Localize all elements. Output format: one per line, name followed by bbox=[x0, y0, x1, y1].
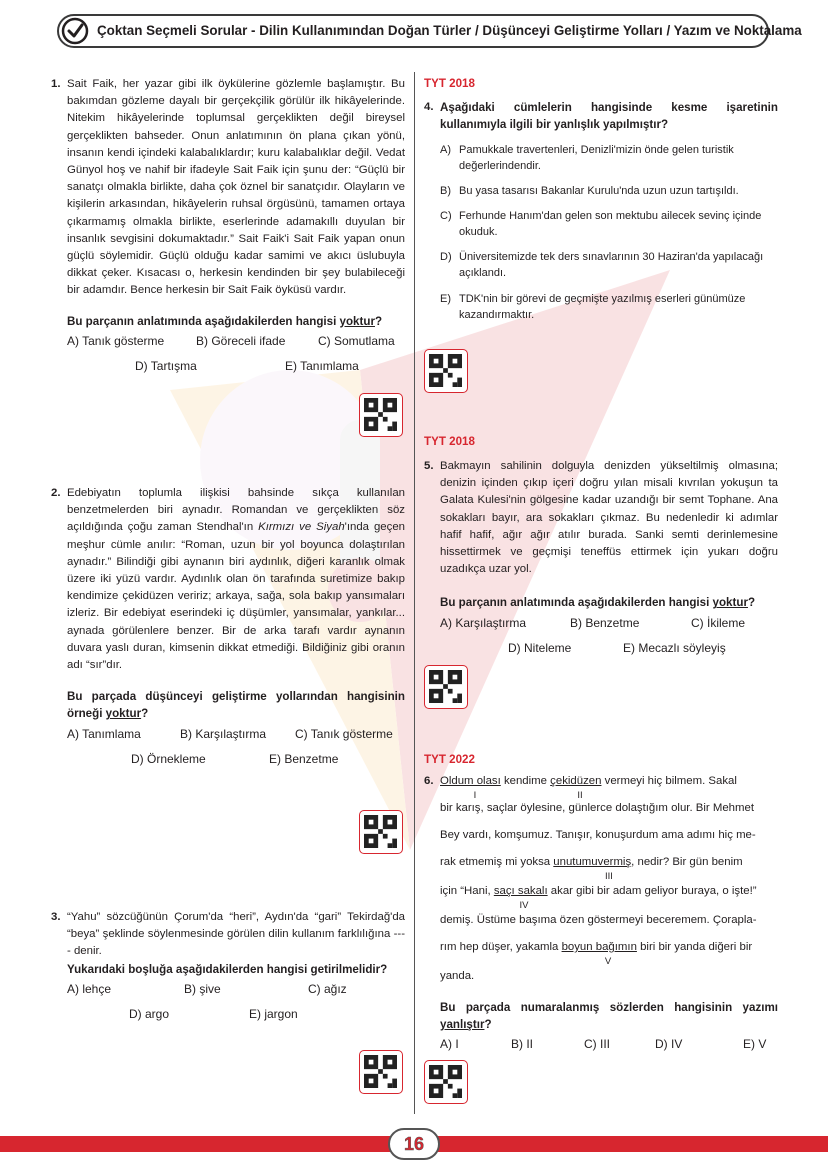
question-paragraph: Sait Faik, her yazar gibi ilk öykülerine gözlemle başlamıştır. Bu bakımdan gözleme dayalı bir gerçekçilik görülür ilk hikâyelerinde. Nitekim hikâyelerinde toplumsal gerçeklikten değil bireysel gerçeklikten bahseder. Onun anlatımının ön plana çıkan yönü, insanın kendi içindeki kalabalıklardır; kuru kalabalıklar değil. Vedat Günyol hoş ve nahif bir ifadeyle Sait Faik için şunu der: “Güçlü bir sanatçı olmakla birlikte, daha çok öznel bir sanatçıdır. Olayların ve kişilerin arkasından, hikâyelerin ruhsal örgüsünü, tamamen ortaya çıkarmamış olmakla birlikte, eserlerinde adamakıllı duyulan bir insanlık sevgisini dokumaktadır.” Sait Faik'i Sait Faik yapan onun güçlü söylemidir. Güçlü olduğu kadar samimi ve akıcı üslubuyla dikkat çeker. Kısacası o, herkesin kendinden bir şey bulabileceği bir adamdır. Bence herkesin bir Sait Faik öyküsü vardır. bbox=[67, 78, 405, 297]
numeral-mark: II bbox=[577, 790, 583, 801]
column-divider bbox=[414, 72, 415, 1114]
question-5 bbox=[424, 458, 778, 660]
option-b[interactable]: B) II bbox=[511, 1037, 534, 1051]
numeral-mark: IV bbox=[519, 900, 529, 911]
question-number: 4. bbox=[424, 101, 434, 113]
question-1 bbox=[51, 76, 405, 378]
text-line: yanda. bbox=[440, 970, 475, 982]
qr-code-icon[interactable] bbox=[424, 349, 468, 393]
text-line: Bey vardı, komşumuz. Tanışır, konuşurdum ama adımı hiç me- bbox=[440, 829, 756, 841]
option-d[interactable]: D) IV bbox=[655, 1037, 683, 1051]
option-b[interactable]: B) Benzetme bbox=[570, 615, 640, 630]
answer-options bbox=[67, 330, 405, 378]
option-c[interactable]: C) ağız bbox=[308, 981, 347, 996]
numeral-mark: I bbox=[473, 790, 477, 801]
option-a[interactable]: A) lehçe bbox=[67, 981, 112, 996]
option-a[interactable]: A) Karşılaştırma bbox=[440, 615, 527, 630]
numeral-mark: III bbox=[605, 871, 613, 882]
qr-code-icon[interactable] bbox=[424, 1060, 468, 1104]
question-stem: Bu parçanın anlatımında aşağıdakilerden hangisi yoktur? bbox=[440, 596, 756, 610]
question-stem: Aşağıdaki cümlelerin hangisinde kesme işaretinin kullanımıyla ilgili bir yanlışlık yapılmıştır? bbox=[440, 101, 778, 132]
option-d[interactable]: D) Tartışma bbox=[135, 358, 197, 373]
option-e[interactable]: E) Tanımlama bbox=[285, 358, 359, 373]
question-paragraph: Edebiyatın toplumla ilişkisi bahsinde sıkça kullanılan benzetmelerden biri aynadır. Romandan ve gerçeklikten söz açıldığında çoğu zaman Stendhal'ın Kırmızı ve Siyah'ında geçen meşhur cümle anılır: “Roman, uzun bir yol boyunca dolaştırılan aynadır.” Bilindiği gibi aynanın biri aydınlık, diğeri karanlık olmak üzere iki yüzü vardır. Aydınlık olan ön tarafında suretimize bakıp kendimize çekidüzen veririz; arkaya, sağa, sola bakıp yansımaları izleriz. Bir edebiyat eserindeki iç düşümler, yansımalar, yankılar... aynada görülenlere benzer. Bir de arka tarafı vardır aynanın duvara yaslı duran, kimsenin dikkat etmediği. Bildiğiniz gibi oranın adı “sır”dır. bbox=[67, 487, 406, 672]
page-number: 16 bbox=[403, 1134, 425, 1154]
option-a[interactable]: A) I bbox=[440, 1037, 459, 1051]
answer-options bbox=[440, 612, 778, 660]
question-number: 5. bbox=[424, 460, 434, 472]
option-c[interactable]: C) İkileme bbox=[691, 615, 746, 630]
option-e[interactable]: E) Benzetme bbox=[269, 751, 339, 766]
qr-code-icon[interactable] bbox=[359, 393, 403, 437]
page-number-badge bbox=[388, 1128, 440, 1160]
option-d[interactable]: D) Niteleme bbox=[508, 640, 572, 655]
question-stem: Bu parçada numaralanmış sözlerden hangisinin yazımı yanlıştır? bbox=[440, 1001, 778, 1031]
text-line: rım hep düşer, yakamla boyun bağımın biri bir yanda diğeri bir bbox=[440, 941, 753, 953]
question-stem: Bu parçada düşünceyi geliştirme yollarından hangisinin örneği yoktur? bbox=[67, 690, 405, 721]
text-line: demiş. Üstüme başıma özen göstermeyi beceremem. Çorapla- bbox=[440, 914, 757, 926]
qr-code-icon[interactable] bbox=[359, 810, 403, 854]
qr-code-icon[interactable] bbox=[424, 665, 468, 709]
question-paragraph: Bakmayın sahilinin dolguyla denizden yükseltilmiş olmasına; denizin içinden çıkıp içeri doğru yılan misali kıvrılan yokuşun ta Galata Kulesi'nin gölgesine kadar uzandığı bir semt Tophane. Ana sokakları bayır, ara sokakları çıkmaz. Bu nedenledir ki adımlar hafif hafif, ağır ağır atılır burada. Sanki semti derinlemesine hissettirmek ve geçmişi teneffüs ettirmek için yukarı doğru uzadıkça uzar yol. bbox=[440, 460, 778, 576]
option-c[interactable]: C) III bbox=[584, 1037, 610, 1051]
text-line: Oldum olası kendime çekidüzen vermeyi hiç bilmem. Sakal bbox=[440, 775, 737, 787]
option-a[interactable]: A) Tanık gösterme bbox=[67, 333, 165, 348]
numeral-mark: V bbox=[604, 956, 612, 967]
question-number: 1. bbox=[51, 78, 61, 90]
answer-options bbox=[67, 978, 405, 1026]
answer-options bbox=[67, 723, 405, 771]
question-paragraph: “Yahu” sözcüğünün Çorum'da “heri”, Aydın'da “gari” Tekirdağ'da “beya” şeklinde söylenmesinde görülen dilin kullanım farklılığına ---- denir. bbox=[67, 911, 405, 958]
option-c[interactable]: C) Somutlama bbox=[318, 333, 395, 348]
header-banner bbox=[57, 14, 802, 48]
option-b[interactable]: B) Göreceli ifade bbox=[196, 333, 286, 348]
question-2 bbox=[51, 485, 406, 771]
checkmark-circle-icon bbox=[61, 17, 89, 45]
option-b[interactable]: B) Karşılaştırma bbox=[180, 726, 267, 741]
option-c[interactable]: C) Tanık gösterme bbox=[295, 726, 393, 741]
question-number: 6. bbox=[424, 775, 434, 787]
header-title: Çoktan Seçmeli Sorular - Dilin Kullanımından Doğan Türler / Düşünceyi Geliştirme Yolları / Yazım ve Noktalama bbox=[97, 23, 802, 38]
text-line: bir karış, saçlar öylesine, günlerce dolaştığım olur. Bir Mehmet bbox=[440, 802, 755, 814]
question-3 bbox=[51, 909, 405, 1026]
option-d[interactable]: D) Örnekleme bbox=[131, 751, 206, 766]
answer-options bbox=[440, 1033, 778, 1055]
question-4 bbox=[424, 99, 778, 133]
question-stem: Yukarıdaki boşluğa aşağıdakilerden hangisi getirilmelidir? bbox=[67, 962, 388, 976]
qr-code-icon[interactable] bbox=[359, 1050, 403, 1094]
exam-tag: TYT 2018 bbox=[424, 77, 475, 90]
option-b[interactable]: B) şive bbox=[184, 981, 221, 996]
option-e[interactable]: E) V bbox=[743, 1037, 767, 1051]
exam-tag: TYT 2018 bbox=[424, 435, 475, 448]
option-a[interactable]: A) Tanımlama bbox=[67, 726, 141, 741]
text-line: için “Hani, saçı sakalı akar gibi bir adam geliyor buraya, o işte!” bbox=[440, 885, 757, 897]
question-number: 2. bbox=[51, 487, 61, 499]
exam-tag: TYT 2022 bbox=[424, 753, 475, 766]
option-e[interactable]: E) jargon bbox=[249, 1006, 298, 1021]
question-number: 3. bbox=[51, 911, 61, 923]
text-line: rak etmemiş mi yoksa unutumuvermiş, nedir? Bir gün benim bbox=[440, 856, 743, 868]
question-stem: Bu parçanın anlatımında aşağıdakilerden hangisi yoktur? bbox=[67, 314, 383, 328]
option-d[interactable]: D) argo bbox=[129, 1006, 170, 1021]
option-e[interactable]: E) Mecazlı söyleyiş bbox=[623, 640, 726, 655]
